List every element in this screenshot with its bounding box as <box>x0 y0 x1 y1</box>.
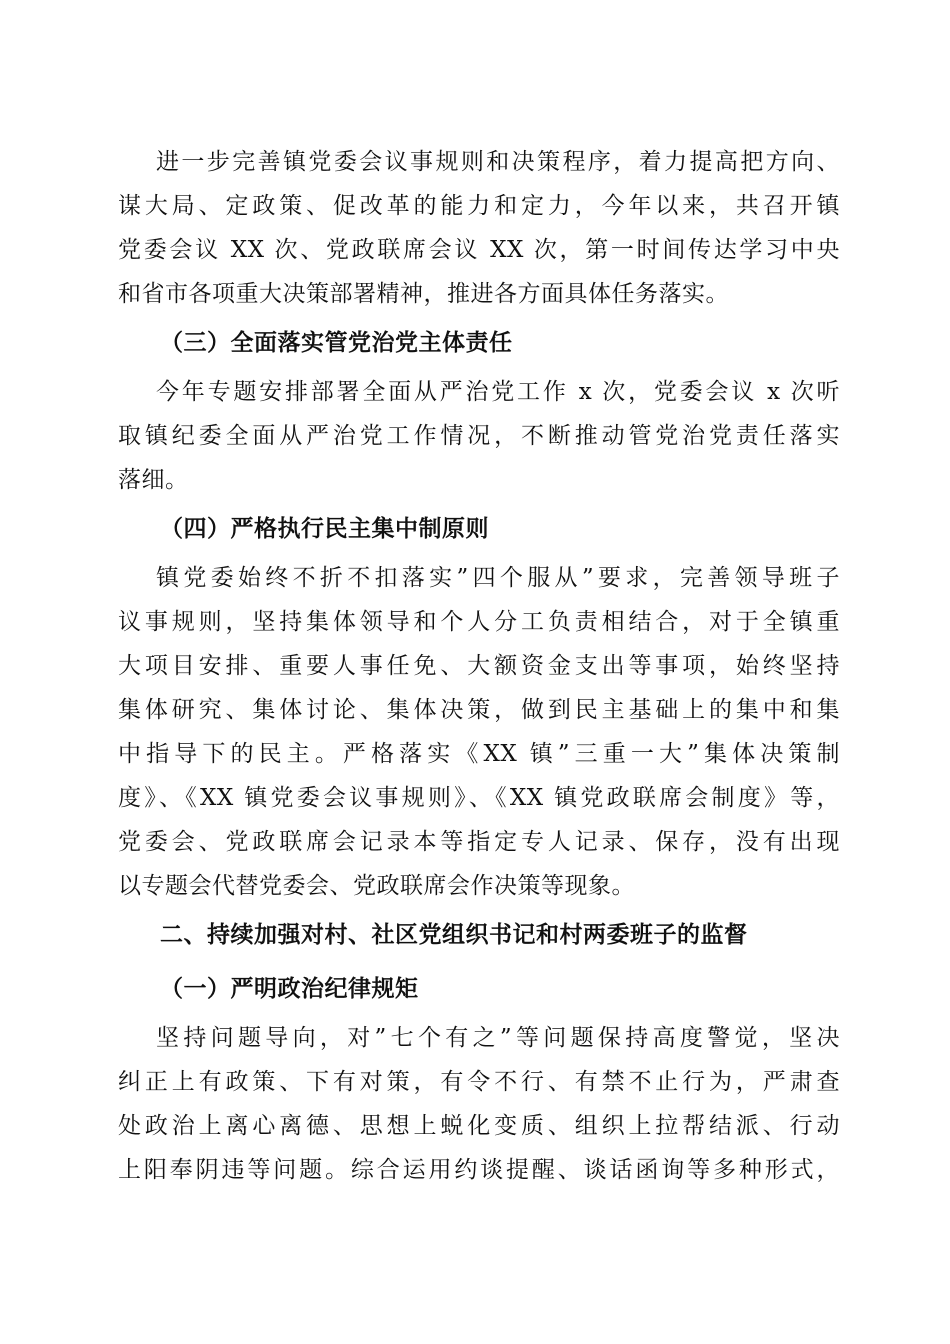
text-line: 落细。 <box>118 467 189 493</box>
document-page <box>118 140 840 1192</box>
chapter-heading-2: 二、持续加强对村、社区党组织书记和村两委班子的监督 <box>160 922 748 948</box>
text-line: 今年专题安排部署全面从严治党工作 x 次，党委会议 x 次听 <box>156 379 840 405</box>
text-line: 坚持问题导向，对”七个有之”等问题保持高度警觉，坚决 <box>156 1025 840 1051</box>
section-heading-1: （一）严明政治纪律规矩 <box>160 976 419 1002</box>
text-line: 和省市各项重大决策部署精神，推进各方面具体任务落实。 <box>118 281 729 307</box>
text-line: 中指导下的民主。严格落实《XX 镇”三重一大”集体决策制 <box>118 741 840 767</box>
paragraph-decision-procedure <box>118 140 840 316</box>
text-line: 取镇纪委全面从严治党工作情况，不断推动管党治党责任落实 <box>118 423 840 449</box>
text-line: 进一步完善镇党委会议事规则和决策程序，着力提高把方向、 <box>156 149 840 175</box>
text-line: 集体研究、集体讨论、集体决策，做到民主基础上的集中和集 <box>118 697 840 723</box>
section-heading-3: （三）全面落实管党治党主体责任 <box>160 330 513 356</box>
text-line: 大项目安排、重要人事任免、大额资金支出等事项，始终坚持 <box>118 653 840 679</box>
text-line: 镇党委始终不折不扣落实”四个服从”要求，完善领导班子 <box>156 565 840 591</box>
paragraph-political-discipline <box>118 1016 840 1192</box>
text-line: 党委会议 XX 次、党政联席会议 XX 次，第一时间传达学习中央 <box>118 237 840 263</box>
text-line: 纠正上有政策、下有对策，有令不行、有禁不止行为，严肃查 <box>118 1069 840 1095</box>
text-line: 谋大局、定政策、促改革的能力和定力，今年以来，共召开镇 <box>118 193 840 219</box>
text-line: 党委会、党政联席会记录本等指定专人记录、保存，没有出现 <box>118 829 840 855</box>
text-line: 议事规则，坚持集体领导和个人分工负责相结合，对于全镇重 <box>118 609 840 635</box>
text-line: 处政治上离心离德、思想上蜕化变质、组织上拉帮结派、行动 <box>118 1113 840 1139</box>
paragraph-democratic-centralism <box>118 556 840 908</box>
text-line: 度》、《XX 镇党委会议事规则》、《XX 镇党政联席会制度》等， <box>118 785 840 811</box>
text-line: 上阳奉阴违等问题。综合运用约谈提醒、谈话函询等多种形式， <box>118 1157 840 1183</box>
paragraph-party-governance <box>118 370 840 502</box>
section-heading-4: （四）严格执行民主集中制原则 <box>160 516 489 542</box>
text-line: 以专题会代替党委会、党政联席会作决策等现象。 <box>118 873 635 899</box>
